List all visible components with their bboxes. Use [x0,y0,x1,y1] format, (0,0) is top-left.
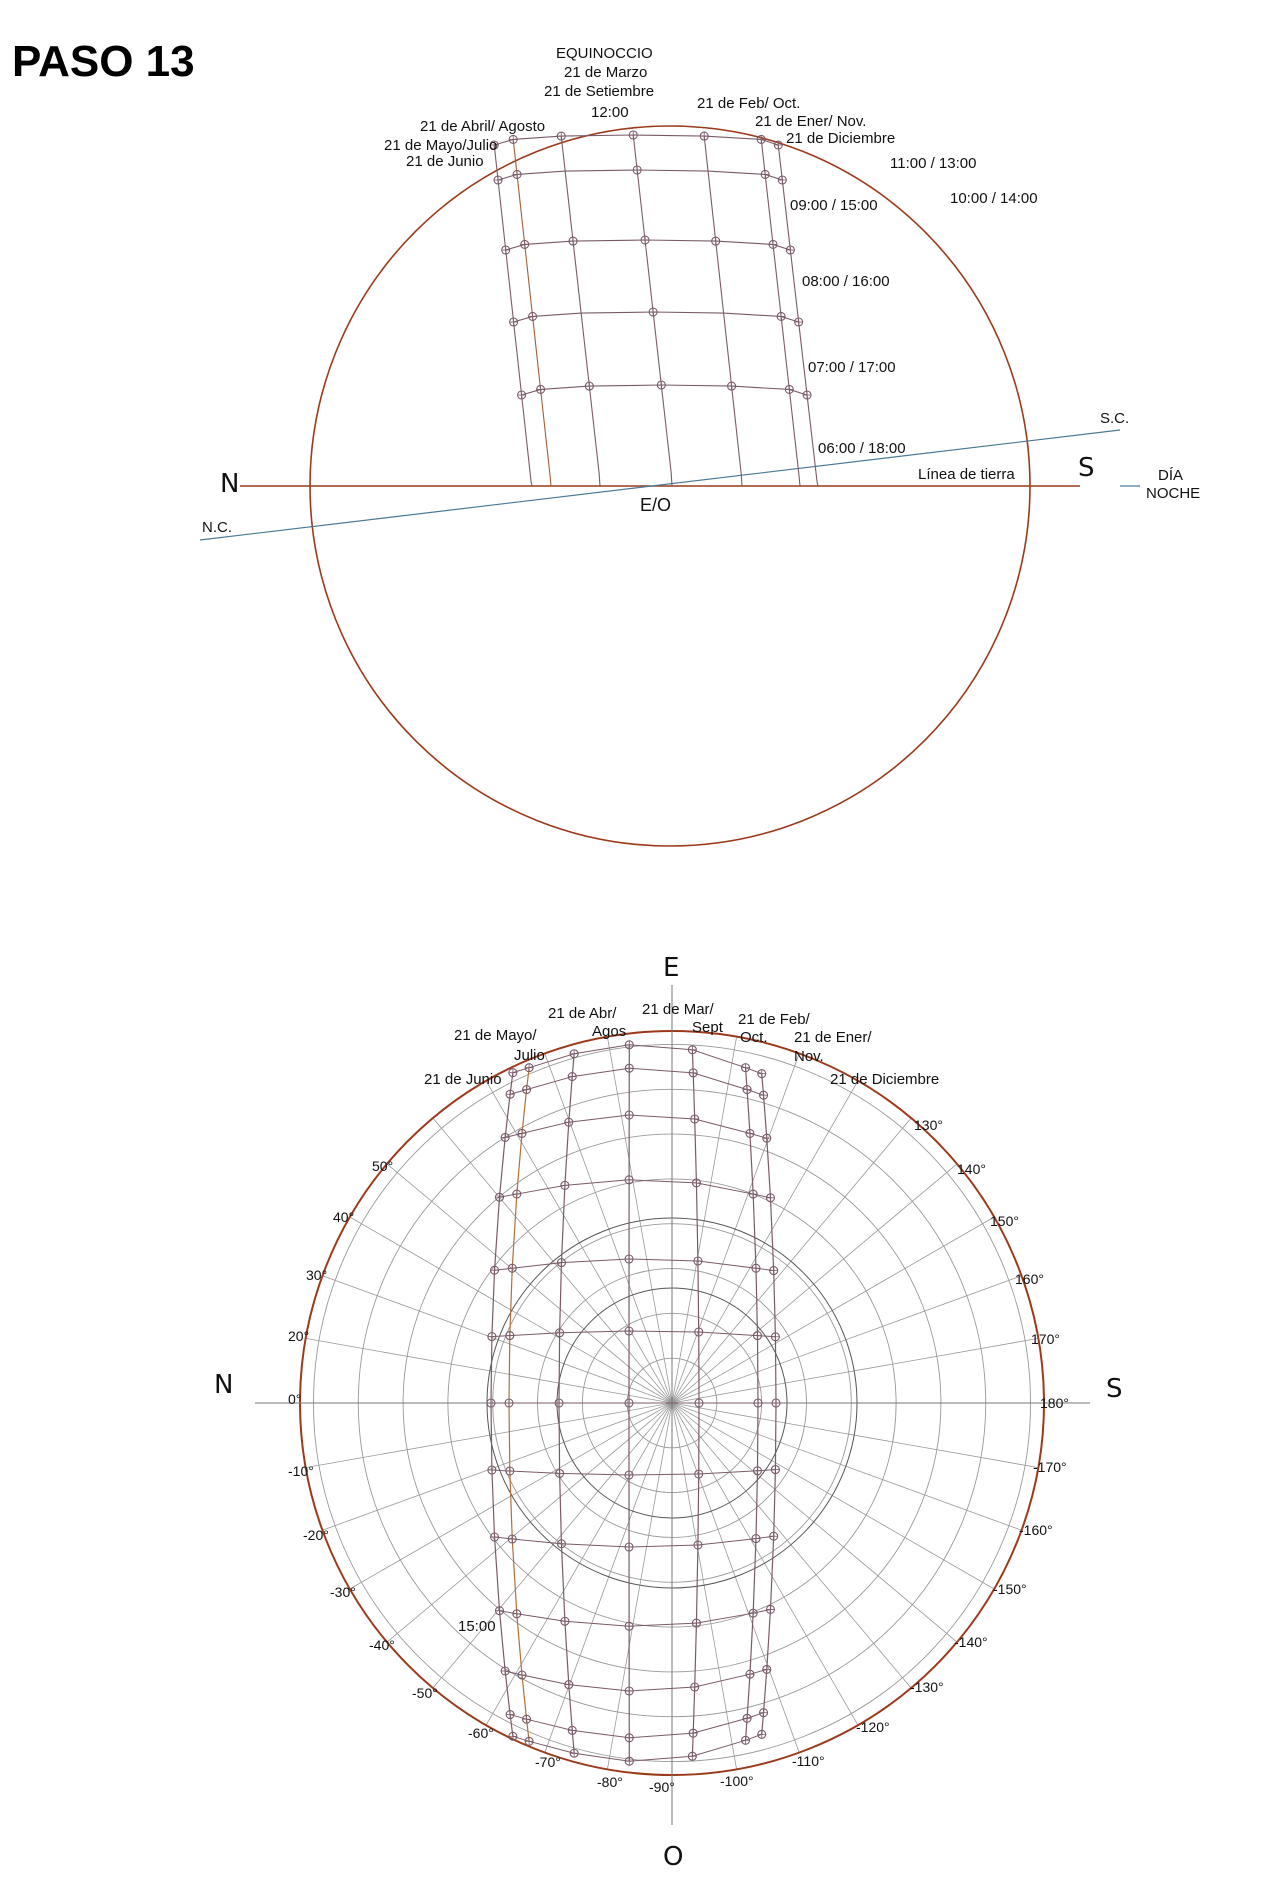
polar-spoke-160 [322,1403,672,1530]
ground-line-label: Línea de tierra [918,466,1015,483]
noon-label: 12:00 [591,104,629,121]
celestial-axis [200,430,1120,540]
deg-label-50: 50° [372,1158,394,1174]
may-july-label: 21 de Mayo/Julio [384,137,498,154]
polar-spoke-320 [672,1164,957,1403]
top-north-label: N [220,469,240,499]
deg-label-40: 40° [333,1209,355,1225]
march-label: 21 de Marzo [564,64,648,81]
deg-label-neg120: -120° [856,1719,890,1735]
day-label: DÍA [1158,467,1184,484]
equinox-label: EQUINOCCIO [556,45,653,62]
deg-label-neg80: -80° [597,1774,623,1790]
top-date-line-4 [704,136,742,486]
deg-label-neg140: -140° [954,1634,988,1650]
polar-spoke-230 [433,1118,672,1403]
top-date-line-0 [494,145,532,486]
bottom-jan-label-2: Nov. [794,1048,824,1065]
deg-label-neg30: -30° [330,1584,356,1600]
page-title: PASO 13 [12,37,195,86]
polar-hour-curve-7 [492,1470,776,1475]
deg-label-neg60: -60° [468,1725,494,1741]
polar-spoke-280 [672,1037,737,1403]
bottom-april-label-1: 21 de Abr/ [548,1005,617,1022]
bottom-june-label: 21 de Junio [424,1071,502,1088]
top-hour-arc-4 [522,385,807,395]
top-hour-grid [490,131,818,486]
solar-polar-diagram [214,953,1123,1872]
solar-elevation-diagram [200,45,1200,846]
deg-label-neg150: -150° [993,1581,1027,1597]
bottom-feb-label-2: Oct. [740,1029,768,1046]
deg-label-130: 130° [914,1117,943,1133]
deg-label-neg110: -110° [792,1753,825,1769]
polar-spoke-340 [672,1276,1022,1403]
sc-label: S.C. [1100,410,1130,427]
september-label: 21 de Setiembre [544,83,655,100]
hour-10-14-label: 10:00 / 14:00 [950,190,1038,207]
top-hour-arc-0 [494,135,778,145]
deg-label-neg40: -40° [369,1637,395,1653]
top-hour-arc-2 [506,240,791,250]
bottom-april-label-2: Agos [592,1023,627,1040]
top-hour-arc-1 [498,170,782,180]
polar-spoke-20 [672,1403,1022,1530]
deg-label-neg100: -100° [720,1773,754,1789]
deg-label-150: 150° [990,1213,1019,1229]
deg-label-neg170: -170° [1033,1459,1067,1475]
top-date-line-2 [561,136,600,486]
polar-spoke-260 [607,1037,672,1403]
december-label: 21 de Diciembre [786,130,896,147]
bottom-may-label-2: Julio [514,1047,545,1064]
polar-spoke-80 [672,1403,737,1769]
bottom-north-label: N [214,1370,234,1400]
polar-hour-curve-10 [505,1669,767,1691]
polar-hour-curve-4 [495,1259,774,1271]
polar-hour-curve-11 [510,1713,763,1738]
bottom-west-label: O [663,1842,684,1872]
april-august-label: 21 de Abril/ Agosto [420,118,546,135]
deg-label-0: 0° [288,1391,302,1407]
bottom-march-label-1: 21 de Mar/ [642,1001,714,1018]
hour-06-18-label: 06:00 / 18:00 [818,440,906,457]
deg-label-neg90: -90° [649,1779,675,1795]
hour-11-13-label: 11:00 / 13:00 [890,155,977,172]
polar-spoke-190 [306,1338,672,1403]
deg-label-neg50: -50° [412,1685,438,1701]
night-label: NOCHE [1146,485,1201,502]
deg-label-170: 170° [1031,1331,1060,1347]
bottom-feb-label-1: 21 de Feb/ [738,1011,810,1028]
top-south-label: S [1078,453,1095,483]
deg-label-20: 20° [288,1328,310,1344]
polar-spoke-300 [672,1081,858,1403]
polar-spoke-60 [672,1403,858,1725]
bottom-december-label: 21 de Diciembre [830,1071,940,1088]
hour-09-15-label: 09:00 / 15:00 [790,197,878,214]
polar-spoke-70 [672,1403,799,1753]
polar-spoke-290 [672,1053,799,1403]
hour-07-17-label: 07:00 / 17:00 [808,359,896,376]
bottom-time-label: 15:00 [458,1618,496,1635]
deg-label-neg10: -10° [288,1463,314,1479]
polar-spoke-350 [672,1338,1038,1403]
top-date-line-3 [633,135,672,486]
nc-label: N.C. [202,519,232,536]
hour-08-16-label: 08:00 / 16:00 [802,273,890,290]
polar-date-curve-1 [509,1068,529,1742]
polar-spoke-110 [545,1403,672,1753]
bottom-may-label-1: 21 de Mayo/ [454,1027,537,1044]
bottom-east-label: E [663,953,680,983]
deg-label-neg20: -20° [303,1527,329,1543]
polar-date-curve-5 [746,1068,758,1741]
bottom-south-label: S [1106,1374,1123,1404]
polar-spoke-30 [672,1403,994,1589]
feb-oct-label: 21 de Feb/ Oct. [697,95,801,112]
bottom-march-label-2: Sept [692,1019,723,1036]
polar-hour-curve-8 [495,1536,774,1547]
polar-spoke-100 [607,1403,672,1769]
polar-spoke-130 [433,1403,672,1688]
deg-label-160: 160° [1015,1271,1044,1287]
polar-spoke-200 [322,1276,672,1403]
bottom-jan-label-1: 21 de Ener/ [794,1029,872,1046]
polar-hour-curve-2 [505,1115,767,1138]
deg-label-neg70: -70° [535,1754,561,1770]
polar-spoke-330 [672,1217,994,1403]
polar-spoke-50 [672,1403,911,1688]
polar-spoke-10 [672,1403,1038,1468]
polar-spoke-250 [545,1053,672,1403]
deg-label-180: 180° [1040,1395,1069,1411]
polar-spoke-310 [672,1118,911,1403]
deg-label-neg130: -130° [910,1679,944,1695]
eo-label: E/O [640,495,672,515]
deg-label-30: 30° [306,1267,328,1283]
deg-label-140: 140° [957,1161,986,1177]
polar-date-curve-6 [762,1074,776,1735]
polar-spoke-40 [672,1403,957,1642]
deg-label-neg160: -160° [1019,1522,1053,1538]
polar-spoke-170 [306,1403,672,1468]
june-label: 21 de Junio [406,153,484,170]
polar-sun-paths [487,1041,780,1765]
jan-nov-label: 21 de Ener/ Nov. [755,113,867,130]
top-hour-arc-3 [514,312,799,322]
